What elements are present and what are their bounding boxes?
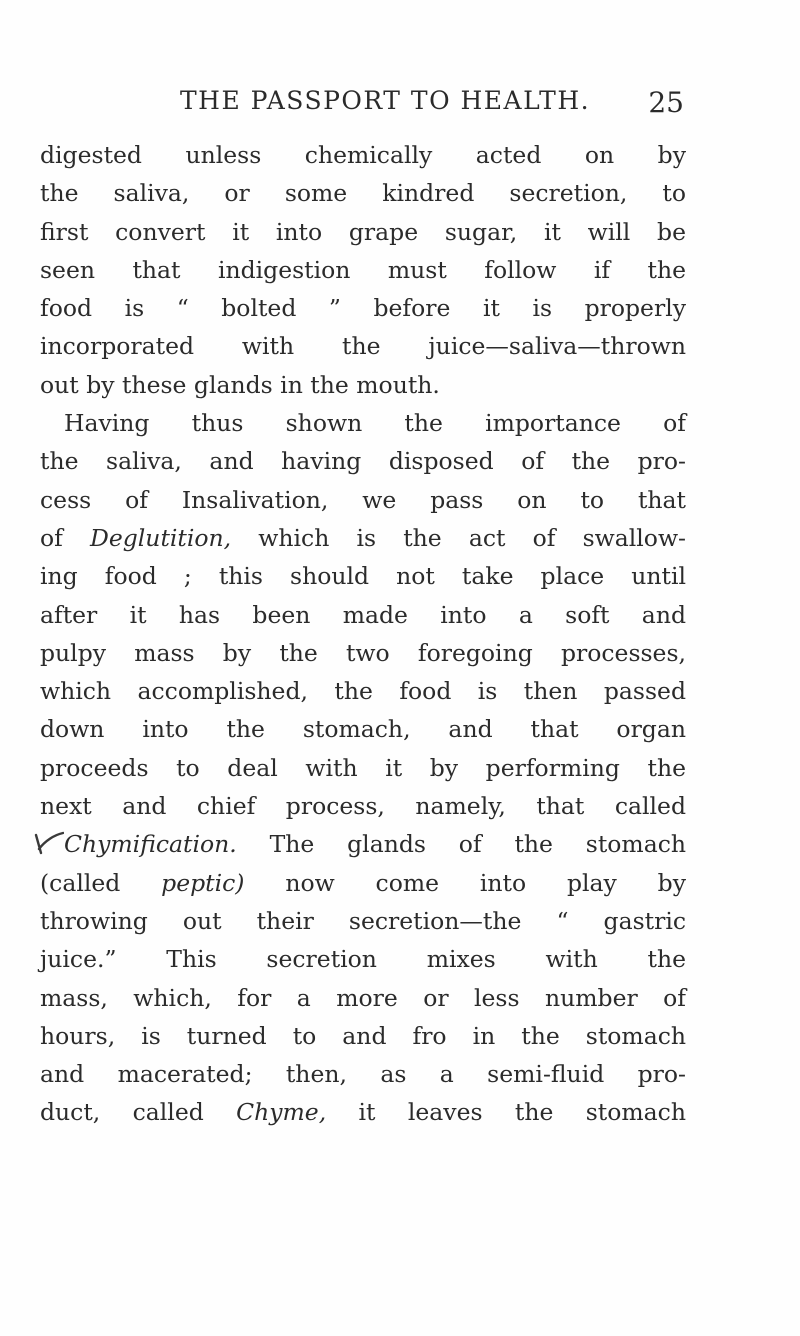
text-line: which accomplished, the food is then passed	[40, 677, 686, 706]
pencil-checkmark-icon	[34, 831, 64, 859]
text-run: it leaves the stomach	[326, 1098, 686, 1127]
text-line: and macerated; then, as a semi-fluid pro-	[40, 1060, 686, 1089]
text-line: proceeds to deal with it by performing the	[40, 753, 686, 782]
text-run: which is the act of swallow-	[231, 523, 686, 552]
italic-term-chyme: Chyme,	[236, 1098, 327, 1127]
text-run: of	[40, 523, 90, 552]
italic-term-chymification: Chymification.	[64, 830, 237, 859]
text-line: hours, is turned to and fro in the stomach	[40, 1021, 686, 1050]
text-line: seen that indigestion must follow if the	[40, 255, 686, 284]
italic-term-peptic: peptic)	[161, 868, 245, 897]
italic-term-deglutition: Deglutition,	[90, 523, 232, 552]
text-line: after it has been made into a soft and	[40, 600, 686, 629]
text-line: Having thus shown the importance of	[64, 409, 686, 438]
text-line: cess of Insalivation, we pass on to that	[40, 485, 686, 514]
running-title: THE PASSPORT TO HEALTH.	[180, 86, 591, 115]
text-line: out by these glands in the mouth.	[40, 370, 440, 399]
text-line: food is “ bolted ” before it is properly	[40, 294, 686, 323]
text-line: first convert it into grape sugar, it will be	[40, 217, 686, 246]
text-line: digested unless chemically acted on by	[40, 141, 686, 169]
text-line: incorporated with the juice—saliva—thrown	[40, 332, 686, 361]
text-line: pulpy mass by the two foregoing processes,	[40, 638, 686, 667]
text-line: juice.” This secretion mixes with the	[40, 945, 686, 974]
text-run: now come into play by	[244, 868, 686, 897]
text-line	[40, 864, 686, 902]
page-header	[40, 86, 684, 122]
text-run: (called	[40, 868, 162, 897]
text-line	[40, 519, 686, 557]
text-line: the saliva, or some kindred secretion, to	[40, 179, 686, 208]
body-text	[40, 136, 686, 1132]
text-run: The glands of the stomach	[236, 830, 686, 859]
text-line	[40, 1093, 686, 1131]
text-line	[40, 825, 686, 863]
text-line: ing food ; this should not take place until	[40, 562, 686, 591]
text-line: the saliva, and having disposed of the pro-	[40, 447, 686, 476]
text-run: duct, called	[40, 1098, 237, 1127]
page-number: 25	[648, 86, 684, 119]
text-line: throwing out their secretion—the “ gastric	[40, 906, 686, 935]
text-line: down into the stomach, and that organ	[40, 715, 686, 744]
text-line: mass, which, for a more or less number of	[40, 983, 686, 1012]
text-line: next and chief process, namely, that called	[40, 792, 686, 821]
